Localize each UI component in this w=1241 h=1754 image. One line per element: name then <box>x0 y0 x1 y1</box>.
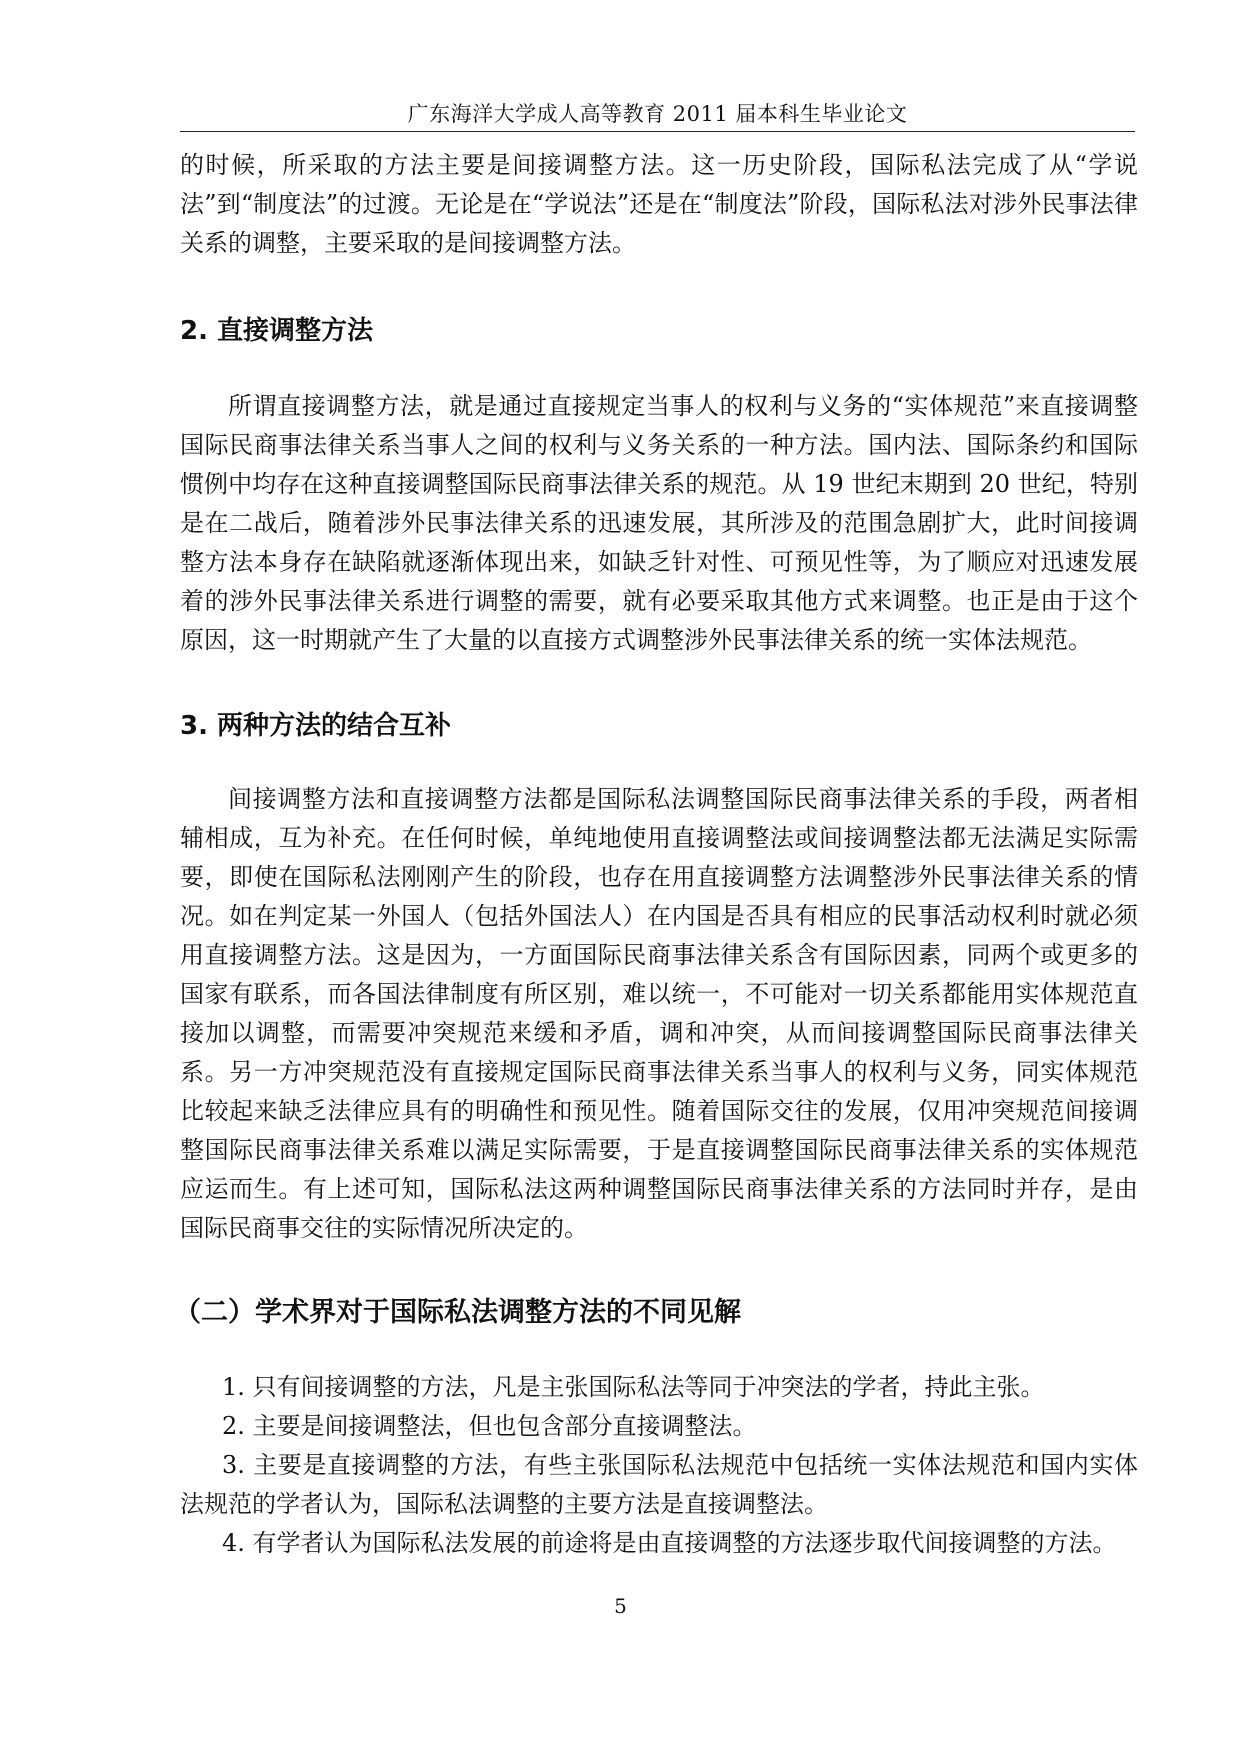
spacer <box>180 660 1138 706</box>
section-heading-combination: 3. 两种方法的结合互补 <box>180 711 452 741</box>
list-item: 4. 有学者认为国际私法发展的前途将是由直接调整的方法逐步取代间接调整的方法。 <box>222 1529 1117 1557</box>
spacer <box>180 263 1138 311</box>
spacer <box>180 746 1138 780</box>
spacer <box>180 1248 1138 1292</box>
section-heading-academic-views: （二）学术界对于国际私法调整方法的不同见解 <box>174 1297 741 1328</box>
list-item: 3. 主要是直接调整的方法，有些主张国际私法规范中包括统一实体法规范和国内实体法规范的学者认为，国际私法调整的主要方法是直接调整法。 <box>180 1451 1138 1518</box>
paragraph-direct-method: 所谓直接调整方法，就是通过直接规定当事人的权利与义务的“实体规范”来直接调整国际民商事法律关系当事人之间的权利与义务关系的一种方法。国内法、国际条约和国际惯例中均存在这种直接调整国际民商事法律关系的规范。从 19 世纪末期到 20 世纪，特别是在二战后，随着涉外民事法律关系的迅速发展，其所涉及的范围急剧扩大，此时间接调整方法本身存在缺陷就逐渐体现出来，如缺乏针对性、可预见性等，为了顺应对迅速发展着的涉外民事法律关系进行调整的需要，就有必要采取其他方式来调整。也正是由于这个原因，这一时期就产生了大量的以直接方式调整涉外民事法律关系的统一实体法规范。 <box>180 392 1138 654</box>
page-number: 5 <box>614 1594 627 1618</box>
paragraph-continuation: 的时候，所采取的方法主要是间接调整方法。这一历史阶段，国际私法完成了从“学说法”到“制度法”的过渡。无论是在“学说法”还是在“制度法”阶段，国际私法对涉外民事法律关系的调整，主要采取的是间接调整方法。 <box>180 151 1138 257</box>
page-body <box>174 146 1138 1563</box>
spacer <box>180 351 1138 387</box>
list-item: 1. 只有间接调整的方法，凡是主张国际私法等同于冲突法的学者，持此主张。 <box>222 1373 1045 1401</box>
spacer <box>180 1334 1138 1368</box>
header-divider <box>180 131 1135 132</box>
running-header: 广东海洋大学成人高等教育 2011 届本科生毕业论文 <box>407 102 908 126</box>
paragraph-combination: 间接调整方法和直接调整方法都是国际私法调整国际民商事法律关系的手段，两者相辅相成，互为补充。在任何时候，单纯地使用直接调整法或间接调整法都无法满足实际需要，即使在国际私法刚刚产生的阶段，也存在用直接调整方法调整涉外民事法律关系的情况。如在判定某一外国人（包括外国法人）在内国是否具有相应的民事活动权利时就必须用直接调整方法。这是因为，一方面国际民商事法律关系含有国际因素，同两个或更多的国家有联系，而各国法律制度有所区别，难以统一，不可能对一切关系都能用实体规范直接加以调整，而需要冲突规范来缓和矛盾，调和冲突，从而间接调整国际民商事法律关系。另一方冲突规范没有直接规定国际民商事法律关系当事人的权利与义务，同实体规范比较起来缺乏法律应具有的明确性和预见性。随着国际交往的发展，仅用冲突规范间接调整国际民商事法律关系难以满足实际需要，于是直接调整国际民商事法律关系的实体规范应运而生。有上述可知，国际私法这两种调整国际民商事法律关系的方法同时并存，是由国际民商事交往的实际情况所决定的。 <box>180 785 1138 1242</box>
section-heading-direct-method: 2. 直接调整方法 <box>180 316 374 346</box>
list-item: 2. 主要是间接调整法，但也包含部分直接调整法。 <box>222 1412 757 1440</box>
